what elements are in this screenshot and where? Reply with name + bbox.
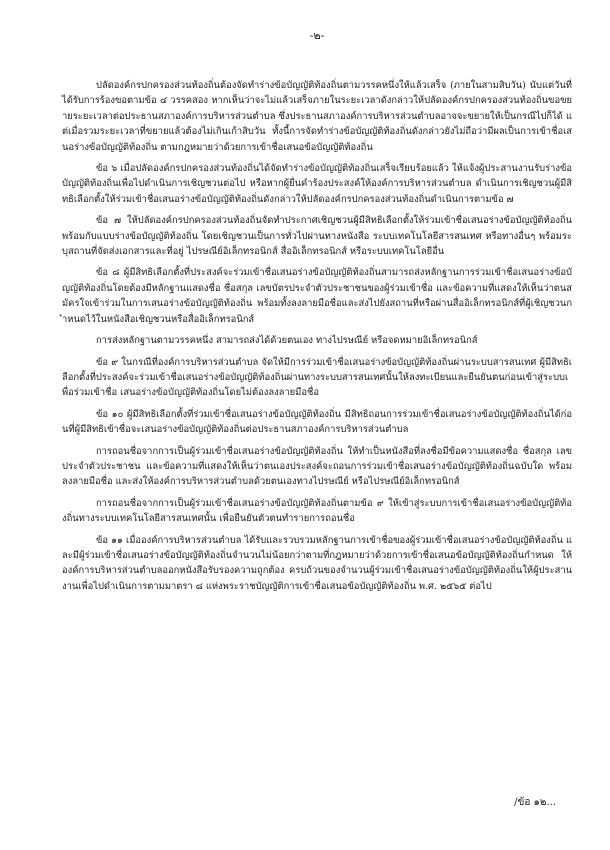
paragraph-clause-8-submission: การส่งหลักฐานตามวรรคหนึ่ง สามารถส่งได้ด้วยตนเอง ทางไปรษณีย์ หรือจดหมายอิเล็กทรอนิกส์ [96, 335, 478, 347]
paragraph-clause-10: ข้อ ๑๐ ผู้มีสิทธิเลือกตั้งที่ร่วมเข้าชื่อเสนอร่างข้อบัญญัติท้องถิ่น มีสิทธิถอนการร่วมเข้าชื่อเสนอร่างข้อบัญญัติท้องถิ่นได้ก่อนที่ผู้มีสิทธิเข้าชื่อจะเสนอร่างข้อบัญญัติท้องถิ่นต่อประธานสภาองค์การบริหารส่วนตำบล [62, 408, 572, 436]
paragraph-clause-11: ข้อ ๑๑ เมื่อองค์การบริหารส่วนตำบล ได้รับและรวบรวมหลักฐานการเข้าชื่อของผู้ร่วมเข้าชื่อเสนอร่างข้อบัญญัติท้องถิ่น และมีผู้ร่วมเข้าชื่อเสนอร่างข้อบัญญัติท้องถิ่นจำนวนไม่น้อยกว่าตามที่กฎหมายว่าด้วยการเข้าชื่อเสนอข้อบัญญัติท้องถิ่นกำหนด ให้องค์การบริหารส่วนตำบลออกหนังสือรับรองความถูกต้อง ครบถ้วนของจำนวนผู้ร่วมเข้าชื่อเสนอร่างข้อบัญญัติท้องถิ่นให้ผู้ประสานงานเพื่อไปดำเนินการตามมาตรา ๘ แห่งพระราชบัญญัติการเข้าชื่อเสนอข้อบัญญัติท้องถิ่น พ.ศ. ๒๕๖๕ ต่อไป [62, 534, 572, 592]
continuation-marker: /ข้อ ๑๒... [514, 797, 556, 808]
paragraph-clause-6: ข้อ ๖ เมื่อปลัดองค์กรปกครองส่วนท้องถิ่นได้จัดทำร่างข้อบัญญัติท้องถิ่นเสร็จเรียบร้อยแล้ว ให้แจ้งผู้ประสานงานรับร่างข้อบัญญัติท้องถิ่นเพื่อไปดำเนินการเชิญชวนต่อไป หรือหากผู้ยื่นคำร้องประสงค์ให้องค์การบริหารส่วนตำบล ดำเนินการเชิญชวนผู้มีสิทธิเลือกตั้งให้ร่วมเข้าชื่อเสนอร่างข้อบัญญัติท้องถิ่นดังกล่าวให้ปลัดองค์กรปกครองส่วนท้องถิ่นดำเนินการตามข้อ ๗ [62, 163, 572, 205]
paragraph-clause-8: ข้อ ๘ ผู้มีสิทธิเลือกตั้งที่ประสงค์จะร่วมเข้าชื่อเสนอร่างข้อบัญญัติท้องถิ่นสามารถส่งหลักฐานการร่วมเข้าชื่อเสนอร่างข้อบัญญัติท้องถิ่นโดยต้องมีหลักฐานแสดงชื่อ ชื่อสกุล เลขบัตรประจำตัวประชาชนของผู้ร่วมเข้าชื่อ และข้อความที่แสดงให้เห็นว่าตนสมัครใจเข้าร่วมในการเสนอร่างข้อบัญญัติท้องถิ่น พร้อมทั้งลงลายมือชื่อและส่งไปยังสถานที่หรือผ่านสื่ออิเล็กทรอนิกส์ที่ผู้เชิญชวนกำหนดไว้ในหนังสือเชิญชวนหรือสื่ออิเล็กทรอนิกส์ [62, 267, 572, 325]
paragraph-clause-5-cont: ปลัดองค์กรปกครองส่วนท้องถิ่นต้องจัดทำร่างข้อบัญญัติท้องถิ่นตามวรรคหนึ่งให้แล้วเสร็จ (ภายในสามสิบวัน) นับแต่วันที่ได้รับการร้องขอตามข้อ ๔ วรรคสอง หากเห็นว่าจะไม่แล้วเสร็จภายในระยะเวลาดังกล่าวให้ปลัดองค์กรปกครองส่วนท้องถิ่นขอขยายระยะเวลาต่อประธานสภาองค์การบริหารส่วนตำบล ซึ่งประธานสภาองค์การบริหารส่วนตำบลอาจจะขยายให้เป็นกรณีไปก็ได้ แต่เมื่อรวมระยะเวลาที่ขยายแล้วต้องไม่เกินเก้าสิบวัน ทั้งนี้การจัดทำร่างข้อบัญญัติท้องถิ่นดังกล่าวยังไม่ถือว่ามีผลเป็นการเข้าชื่อเสนอร่างข้อบัญญัติท้องถิ่น ตามกฎหมายว่าด้วยการเข้าชื่อเสนอข้อบัญญัติท้องถิ่น [62, 80, 572, 153]
page-number: -๒- [309, 29, 325, 42]
paragraph-clause-7: ข้อ ๗ ให้ปลัดองค์กรปกครองส่วนท้องถิ่นจัดทำประกาศเชิญชวนผู้มีสิทธิเลือกตั้งให้ร่วมเข้าชื่อเสนอร่างข้อบัญญัติท้องถิ่นพร้อมกับแบบร่างข้อบัญญัติท้องถิ่น โดยเชิญชวนเป็นการทั่วไปผ่านทางหนังสือ ระบบเทคโนโลยีสารสนเทศ หรือทางอื่นๆ พร้อมระบุสถานที่จัดส่งเอกสารและที่อยู่ ไปรษณีย์อิเล็กทรอนิกส์ สื่ออิเล็กทรอนิกส์ หรือระบบเทคโนโลยีอื่น [62, 215, 572, 258]
paragraph-clause-9: ข้อ ๙ ในกรณีที่องค์การบริหารส่วนตำบล จัดให้มีการร่วมเข้าชื่อเสนอร่างข้อบัญญัติท้องถิ่นผ่านระบบสารสนเทศ ผู้มีสิทธิเลือกตั้งที่ประสงค์จะร่วมเข้าชื่อเสนอร่างข้อบัญญัติท้องถิ่นผ่านทางระบบสารสนเทศนั้นให้ลงทะเบียนและยืนยันตนก่อนเข้าสู่ระบบเพื่อร่วมเข้าชื่อ เสนอร่างข้อบัญญัติท้องถิ่นโดยไม่ต้องลงลายมือชื่อ [62, 356, 572, 399]
paragraph-clause-10-online-withdrawal: การถอนชื่อจากการเป็นผู้ร่วมเข้าชื่อเสนอร่างข้อบัญญัติท้องถิ่นตามข้อ ๙ ให้เข้าสู่ระบบการเข้าชื่อเสนอร่างข้อบัญญัติท้องถิ่นทางระบบเทคโนโลยีสารสนเทศนั้น เพื่อยืนยันตัวตนทำรายการถอนชื่อ [62, 497, 572, 525]
paragraph-clause-10-withdrawal: การถอนชื่อจากการเป็นผู้ร่วมเข้าชื่อเสนอร่างข้อบัญญัติท้องถิ่น ให้ทำเป็นหนังสือที่ลงชื่อมีข้อความแสดงชื่อ ชื่อสกุล เลขประจำตัวประชาชน และข้อความที่แสดงให้เห็นว่าตนเองประสงค์จะถอนการร่วมเข้าชื่อเสนอร่างข้อบัญญัติท้องถิ่นฉบับใด พร้อมลงลายมือชื่อ และส่งให้องค์การบริหารส่วนตำบลด้วยตนเองทางไปรษณีย์ หรือไปรษณีย์อิเล็กทรอนิกส์ [62, 445, 572, 488]
